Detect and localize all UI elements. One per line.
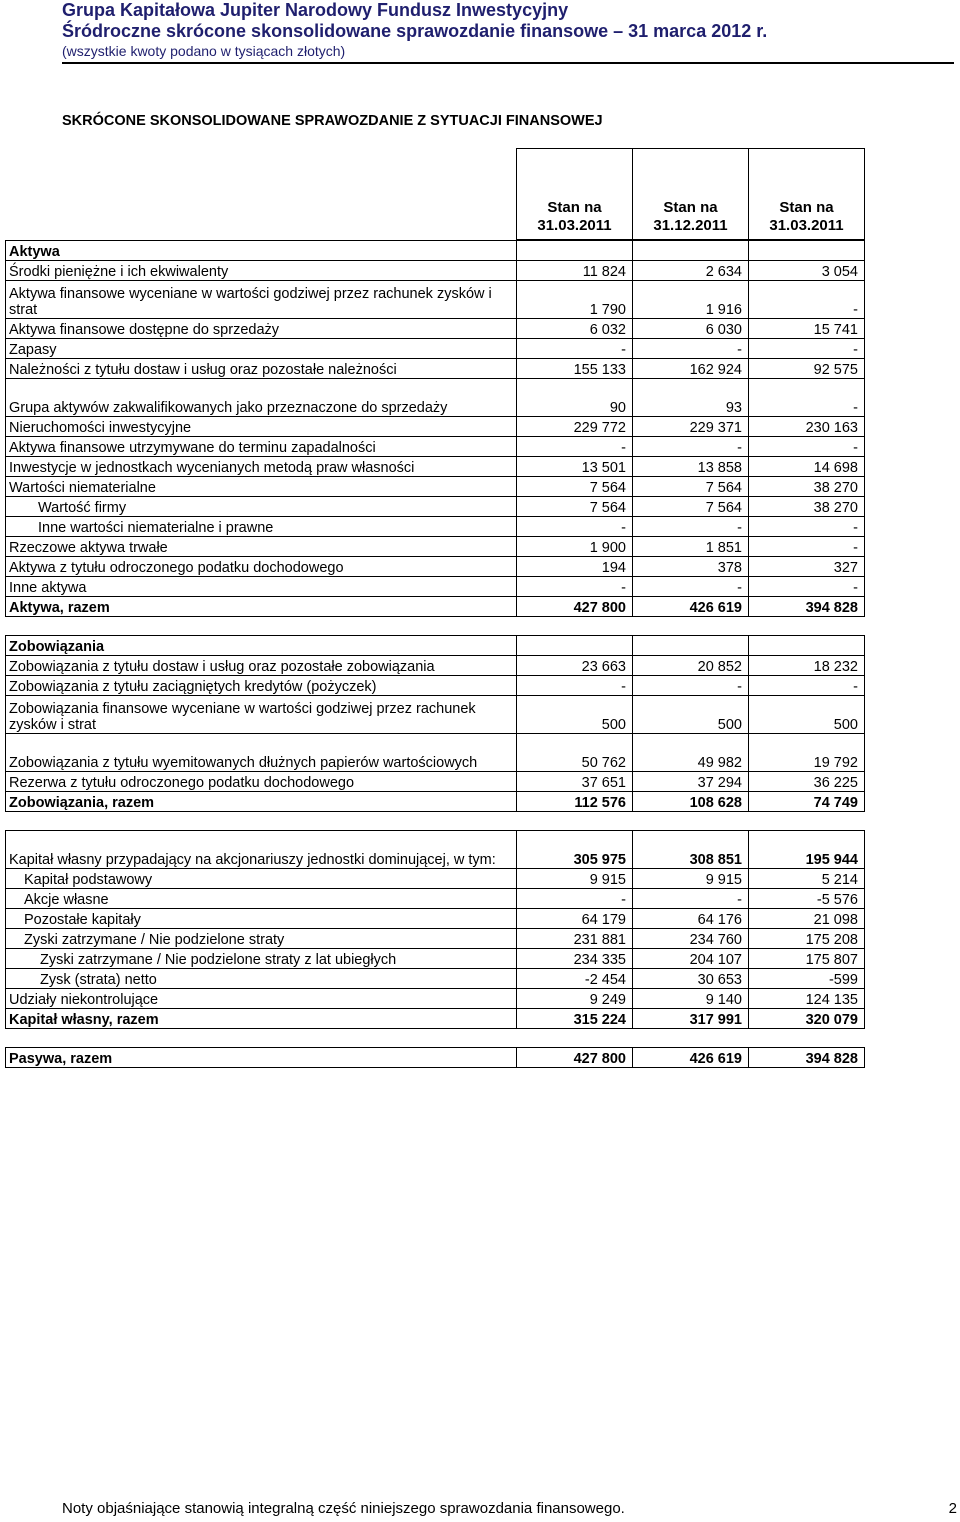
cell-value: - bbox=[749, 676, 865, 696]
table-row bbox=[6, 477, 865, 497]
cell-value: - bbox=[633, 577, 749, 597]
row-label: Kapitał własny, razem bbox=[6, 1009, 517, 1029]
table-row bbox=[6, 772, 865, 792]
cell-value: 230 163 bbox=[749, 417, 865, 437]
row-label: Aktywa, razem bbox=[6, 597, 517, 617]
cell-value: 20 852 bbox=[633, 656, 749, 676]
row-label: Rezerwa z tytułu odroczonego podatku dochodowego bbox=[6, 772, 517, 792]
cell-value: 394 828 bbox=[749, 597, 865, 617]
cell-value: - bbox=[749, 437, 865, 457]
row-label: Wartości niematerialne bbox=[6, 477, 517, 497]
column-header: Stan na 31.12.2011 bbox=[633, 149, 749, 241]
cell-value: 38 270 bbox=[749, 497, 865, 517]
cell-value: - bbox=[749, 339, 865, 359]
cell-value: 18 232 bbox=[749, 656, 865, 676]
cell-value: 36 225 bbox=[749, 772, 865, 792]
cell-value: 327 bbox=[749, 557, 865, 577]
column-header: Stan na 31.03.2011 bbox=[517, 149, 633, 241]
table-row bbox=[6, 537, 865, 557]
row-label: Aktywa finansowe utrzymywane do terminu zapadalności bbox=[6, 437, 517, 457]
cell-value: 305 975 bbox=[517, 831, 633, 869]
row-label: Środki pieniężne i ich ekwiwalenty bbox=[6, 261, 517, 281]
cell-value: 9 915 bbox=[633, 869, 749, 889]
row-label: Zyski zatrzymane / Nie podzielone straty z lat ubiegłych bbox=[6, 949, 517, 969]
cell-value: 394 828 bbox=[749, 1048, 865, 1068]
cell-value bbox=[517, 240, 633, 261]
cell-value: - bbox=[749, 281, 865, 319]
cell-value: 5 214 bbox=[749, 869, 865, 889]
cell-value: 124 135 bbox=[749, 989, 865, 1009]
page-number: 2 bbox=[948, 1500, 957, 1517]
amounts-note: (wszystkie kwoty podano w tysiącach złotych) bbox=[62, 43, 346, 59]
table-row bbox=[6, 656, 865, 676]
row-label: Zobowiązania bbox=[6, 636, 517, 656]
cell-value: 1 916 bbox=[633, 281, 749, 319]
cell-value: -2 454 bbox=[517, 969, 633, 989]
cell-value: 112 576 bbox=[517, 792, 633, 812]
table-row bbox=[6, 339, 865, 359]
cell-value: 7 564 bbox=[633, 497, 749, 517]
row-label: Należności z tytułu dostaw i usług oraz pozostałe należności bbox=[6, 359, 517, 379]
cell-value: 49 982 bbox=[633, 734, 749, 772]
cell-value: 2 634 bbox=[633, 261, 749, 281]
table-row bbox=[6, 597, 865, 617]
row-label: Zobowiązania z tytułu dostaw i usług oraz pozostałe zobowiązania bbox=[6, 656, 517, 676]
cell-value: 11 824 bbox=[517, 261, 633, 281]
table-row bbox=[6, 792, 865, 812]
table-row bbox=[6, 1048, 865, 1068]
cell-value: 92 575 bbox=[749, 359, 865, 379]
cell-value bbox=[749, 636, 865, 656]
cell-value bbox=[517, 636, 633, 656]
cell-value: - bbox=[633, 339, 749, 359]
cell-value: 9 915 bbox=[517, 869, 633, 889]
table-row bbox=[6, 457, 865, 477]
cell-value: 93 bbox=[633, 379, 749, 417]
table-row bbox=[6, 969, 865, 989]
cell-value: 315 224 bbox=[517, 1009, 633, 1029]
cell-value: 500 bbox=[633, 696, 749, 734]
report-title: Śródroczne skrócone skonsolidowane sprawozdanie finansowe – 31 marca 2012 r. bbox=[62, 21, 768, 41]
table-row bbox=[6, 989, 865, 1009]
cell-value: 9 249 bbox=[517, 989, 633, 1009]
cell-value: - bbox=[749, 379, 865, 417]
row-label: Zyski zatrzymane / Nie podzielone straty bbox=[6, 929, 517, 949]
row-label: Zobowiązania z tytułu zaciągniętych kredytów (pożyczek) bbox=[6, 676, 517, 696]
row-label: Akcje własne bbox=[6, 889, 517, 909]
row-label: Udziały niekontrolujące bbox=[6, 989, 517, 1009]
balance-sheet-table bbox=[5, 148, 865, 1068]
table-row bbox=[6, 869, 865, 889]
cell-value: 500 bbox=[517, 696, 633, 734]
table-row bbox=[6, 417, 865, 437]
cell-value: - bbox=[633, 437, 749, 457]
cell-value: - bbox=[633, 517, 749, 537]
cell-value: 500 bbox=[749, 696, 865, 734]
cell-value: 426 619 bbox=[633, 597, 749, 617]
cell-value: 74 749 bbox=[749, 792, 865, 812]
cell-value: 231 881 bbox=[517, 929, 633, 949]
cell-value: 7 564 bbox=[517, 477, 633, 497]
column-header-row bbox=[6, 149, 865, 241]
cell-value: 1 851 bbox=[633, 537, 749, 557]
cell-value: 155 133 bbox=[517, 359, 633, 379]
page-header bbox=[62, 0, 952, 60]
table-row bbox=[6, 437, 865, 457]
cell-value: 14 698 bbox=[749, 457, 865, 477]
cell-value: 1 790 bbox=[517, 281, 633, 319]
row-label: Inne wartości niematerialne i prawne bbox=[6, 517, 517, 537]
row-label: Rzeczowe aktywa trwałe bbox=[6, 537, 517, 557]
cell-value: 6 030 bbox=[633, 319, 749, 339]
cell-value: 427 800 bbox=[517, 597, 633, 617]
cell-value: 234 335 bbox=[517, 949, 633, 969]
cell-value: 64 179 bbox=[517, 909, 633, 929]
cell-value: 317 991 bbox=[633, 1009, 749, 1029]
cell-value: 229 772 bbox=[517, 417, 633, 437]
cell-value: 3 054 bbox=[749, 261, 865, 281]
cell-value: 21 098 bbox=[749, 909, 865, 929]
table-row bbox=[6, 319, 865, 339]
cell-value: 6 032 bbox=[517, 319, 633, 339]
cell-value: 23 663 bbox=[517, 656, 633, 676]
cell-value bbox=[749, 240, 865, 261]
row-label: Pozostałe kapitały bbox=[6, 909, 517, 929]
footer-note: Noty objaśniające stanowią integralną część niniejszego sprawozdania finansowego. bbox=[62, 1500, 625, 1517]
table-row bbox=[6, 676, 865, 696]
cell-value: - bbox=[633, 676, 749, 696]
row-label: Nieruchomości inwestycyjne bbox=[6, 417, 517, 437]
row-label: Zobowiązania, razem bbox=[6, 792, 517, 812]
cell-value: 1 900 bbox=[517, 537, 633, 557]
row-label: Kapitał własny przypadający na akcjonariuszy jednostki dominującej, w tym: bbox=[6, 831, 517, 869]
cell-value: 194 bbox=[517, 557, 633, 577]
row-label: Wartość firmy bbox=[6, 497, 517, 517]
row-label: Aktywa finansowe wyceniane w wartości godziwej przez rachunek zysków i strat bbox=[6, 281, 517, 319]
table-row bbox=[6, 240, 865, 261]
cell-value: 378 bbox=[633, 557, 749, 577]
cell-value: 37 294 bbox=[633, 772, 749, 792]
cell-value: 64 176 bbox=[633, 909, 749, 929]
cell-value: - bbox=[749, 577, 865, 597]
table-row bbox=[6, 379, 865, 417]
table-row bbox=[6, 734, 865, 772]
cell-value: - bbox=[517, 676, 633, 696]
row-label: Zapasy bbox=[6, 339, 517, 359]
column-header: Stan na 31.03.2011 bbox=[749, 149, 865, 241]
cell-value: 229 371 bbox=[633, 417, 749, 437]
table-row bbox=[6, 261, 865, 281]
cell-value: 38 270 bbox=[749, 477, 865, 497]
cell-value: - bbox=[517, 889, 633, 909]
company-title: Grupa Kapitałowa Jupiter Narodowy Fundusz Inwestycyjny bbox=[62, 0, 569, 20]
cell-value: - bbox=[517, 339, 633, 359]
table-row bbox=[6, 889, 865, 909]
cell-value: -5 576 bbox=[749, 889, 865, 909]
row-label: Aktywa finansowe dostępne do sprzedaży bbox=[6, 319, 517, 339]
cell-value: - bbox=[517, 437, 633, 457]
cell-value: 37 651 bbox=[517, 772, 633, 792]
table-row bbox=[6, 557, 865, 577]
cell-value: - bbox=[749, 517, 865, 537]
row-label: Zobowiązania finansowe wyceniane w wartości godziwej przez rachunek zysków i strat bbox=[6, 696, 517, 734]
cell-value: 175 807 bbox=[749, 949, 865, 969]
cell-value: 13 858 bbox=[633, 457, 749, 477]
table-row bbox=[6, 636, 865, 656]
header-divider bbox=[62, 62, 954, 64]
cell-value: 175 208 bbox=[749, 929, 865, 949]
cell-value: 427 800 bbox=[517, 1048, 633, 1068]
table-row bbox=[6, 1009, 865, 1029]
table-row bbox=[6, 949, 865, 969]
cell-value: 162 924 bbox=[633, 359, 749, 379]
row-label: Inwestycje w jednostkach wycenianych metodą praw własności bbox=[6, 457, 517, 477]
table-row bbox=[6, 696, 865, 734]
table-row bbox=[6, 831, 865, 869]
cell-value: 19 792 bbox=[749, 734, 865, 772]
row-label: Kapitał podstawowy bbox=[6, 869, 517, 889]
cell-value: 108 628 bbox=[633, 792, 749, 812]
cell-value: 90 bbox=[517, 379, 633, 417]
row-label: Pasywa, razem bbox=[6, 1048, 517, 1068]
row-label: Zysk (strata) netto bbox=[6, 969, 517, 989]
page-footer bbox=[62, 1500, 957, 1517]
table-row bbox=[6, 517, 865, 537]
cell-value bbox=[633, 240, 749, 261]
table-row bbox=[6, 281, 865, 319]
row-label: Aktywa z tytułu odroczonego podatku dochodowego bbox=[6, 557, 517, 577]
cell-value: 9 140 bbox=[633, 989, 749, 1009]
table-row bbox=[6, 359, 865, 379]
table-row bbox=[6, 497, 865, 517]
cell-value bbox=[633, 636, 749, 656]
cell-value: 7 564 bbox=[517, 497, 633, 517]
row-label: Grupa aktywów zakwalifikowanych jako przeznaczone do sprzedaży bbox=[6, 379, 517, 417]
cell-value: 234 760 bbox=[633, 929, 749, 949]
table-row bbox=[6, 909, 865, 929]
table-row bbox=[6, 929, 865, 949]
cell-value: 426 619 bbox=[633, 1048, 749, 1068]
cell-value: 30 653 bbox=[633, 969, 749, 989]
cell-value: 50 762 bbox=[517, 734, 633, 772]
cell-value: 195 944 bbox=[749, 831, 865, 869]
row-label: Aktywa bbox=[6, 240, 517, 261]
cell-value: 308 851 bbox=[633, 831, 749, 869]
cell-value: - bbox=[633, 889, 749, 909]
cell-value: - bbox=[749, 537, 865, 557]
table-row bbox=[6, 577, 865, 597]
cell-value: - bbox=[517, 517, 633, 537]
cell-value: 15 741 bbox=[749, 319, 865, 339]
section-title: SKRÓCONE SKONSOLIDOWANE SPRAWOZDANIE Z SYTUACJI FINANSOWEJ bbox=[62, 113, 603, 129]
cell-value: 13 501 bbox=[517, 457, 633, 477]
cell-value: - bbox=[517, 577, 633, 597]
row-label: Zobowiązania z tytułu wyemitowanych dłużnych papierów wartościowych bbox=[6, 734, 517, 772]
row-label: Inne aktywa bbox=[6, 577, 517, 597]
cell-value: 204 107 bbox=[633, 949, 749, 969]
cell-value: 7 564 bbox=[633, 477, 749, 497]
cell-value: 320 079 bbox=[749, 1009, 865, 1029]
cell-value: -599 bbox=[749, 969, 865, 989]
